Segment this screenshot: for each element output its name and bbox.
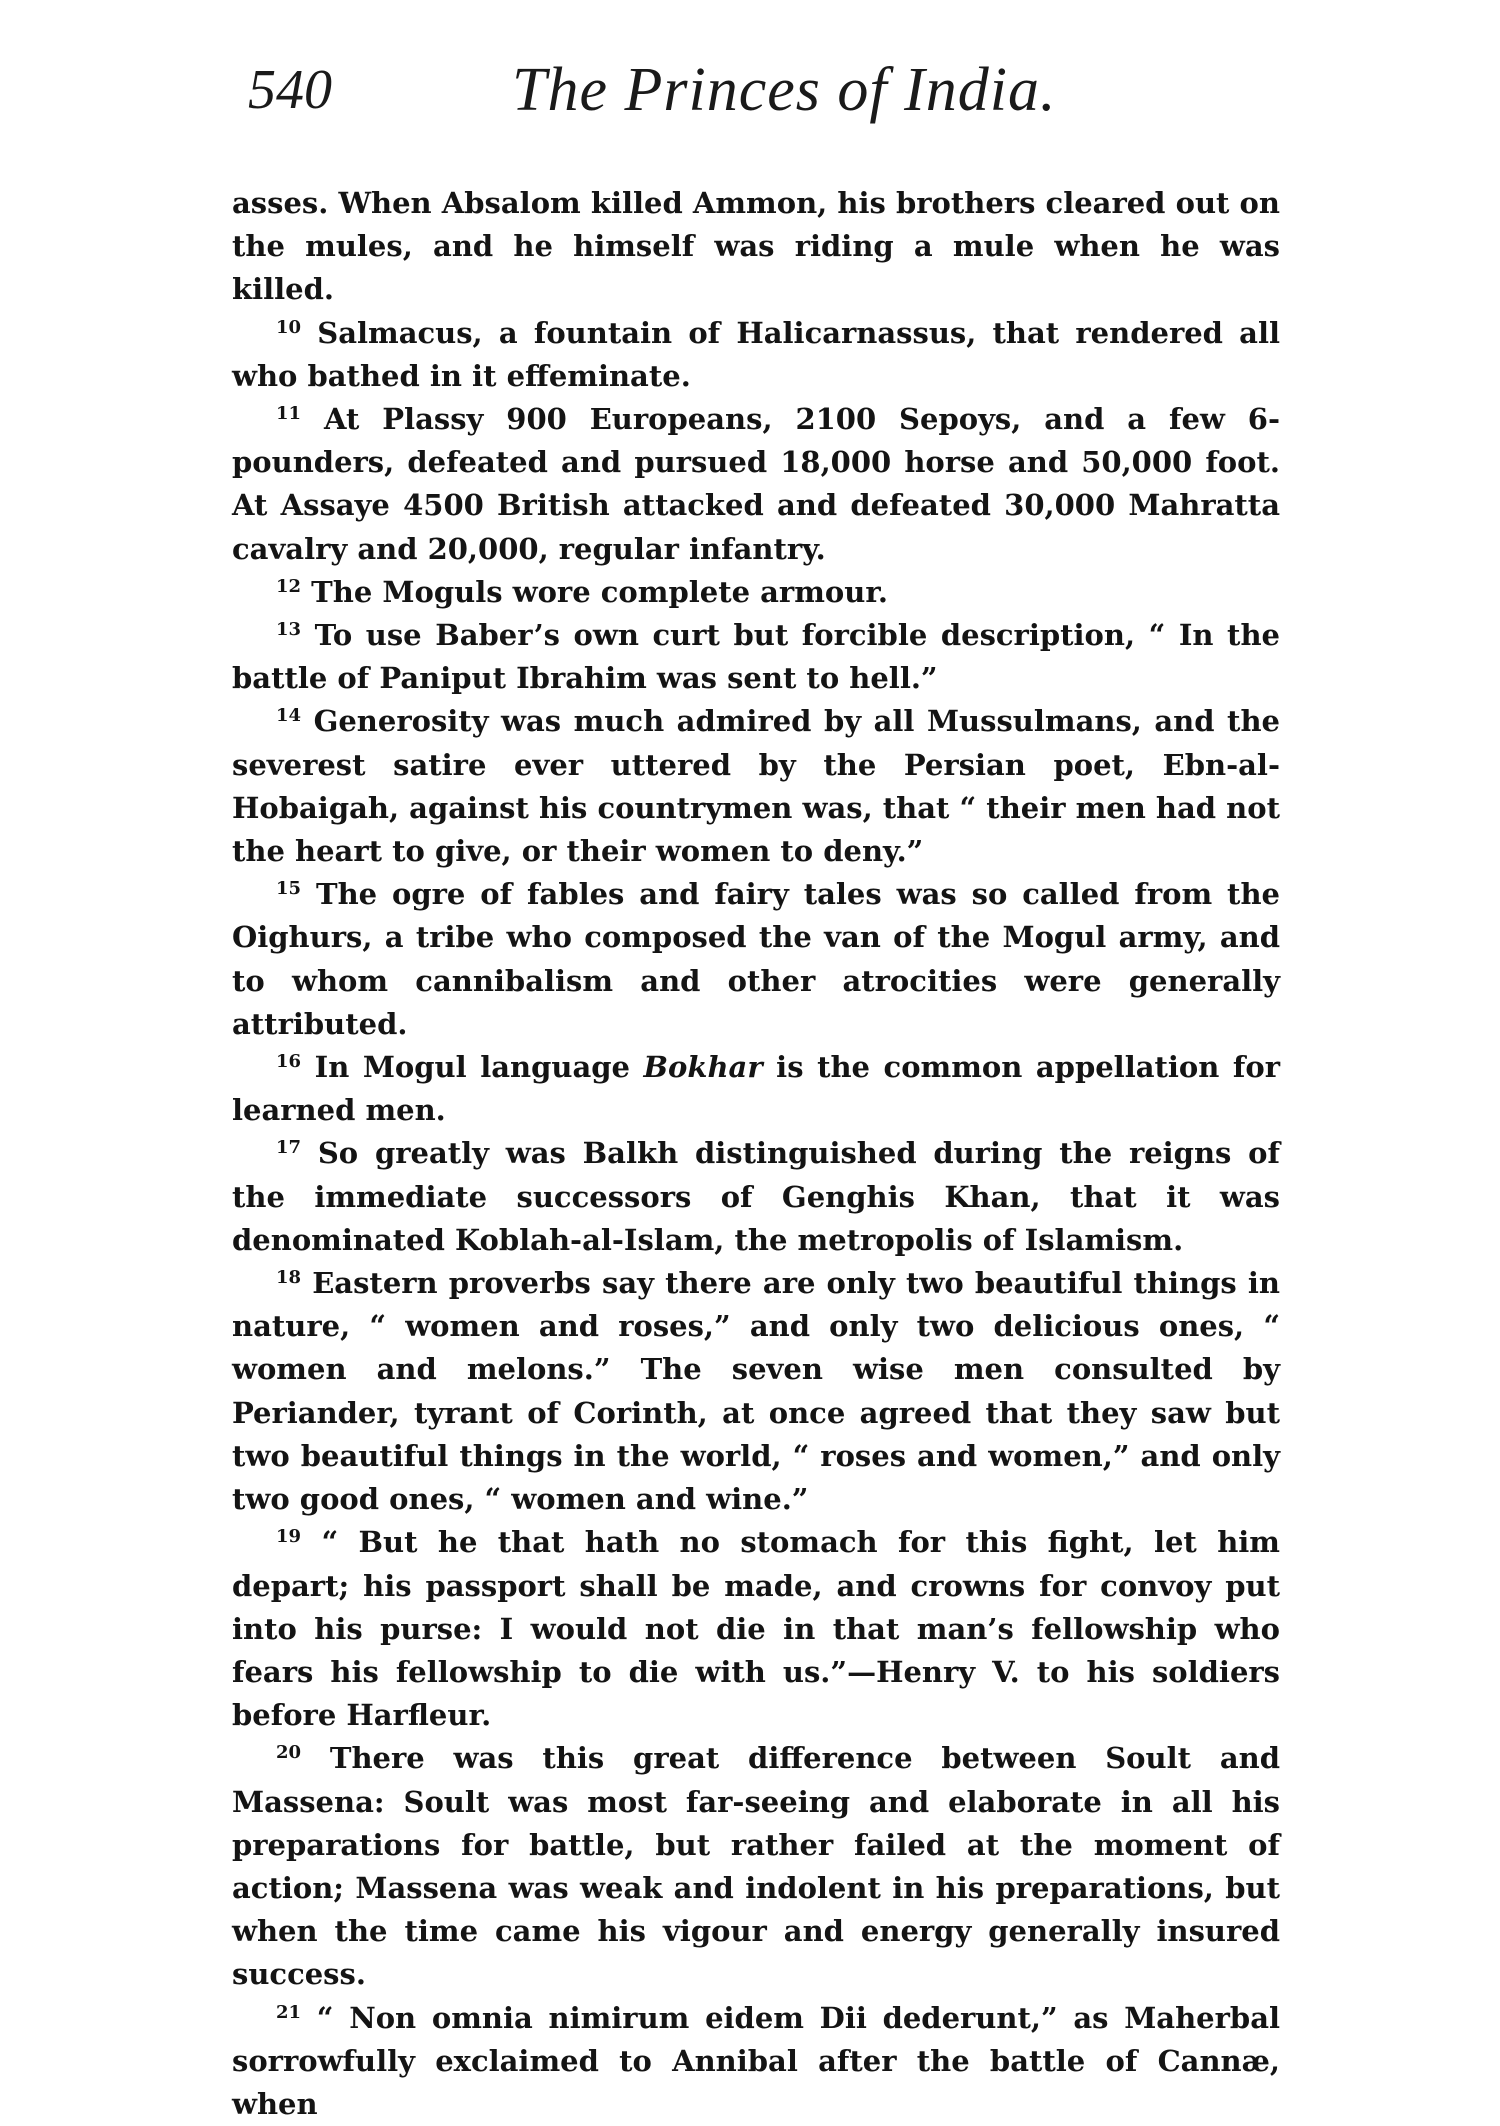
note-13: [232, 614, 1280, 700]
note-20: [232, 1737, 1280, 1996]
note-17: [232, 1132, 1280, 1262]
note-text: “ Non omnia nimirum eidem Dii dederunt,” as Maherbal sorrowfully exclaimed to Annibal after the battle of Cannæ, when: [232, 2000, 1280, 2121]
note-number: 10: [276, 316, 302, 338]
note-16: [232, 1046, 1280, 1132]
note-18: [232, 1262, 1280, 1521]
note-10: [232, 312, 1280, 398]
note-italic-term: Bokhar: [643, 1050, 763, 1085]
note-text: is the common appellation for learned men.: [232, 1050, 1280, 1128]
note-text: The ogre of fables and fairy tales was so called from the Oighurs, a tribe who composed the van of the Mogul army, and to whom cannibalism and other atrocities were generally attributed.: [232, 877, 1280, 1041]
note-12: [232, 571, 1280, 614]
note-text: There was this great difference between Soult and Massena: Soult was most far-seeing and elaborate in all his preparations for battle, but rather failed at the moment of action; Massena was weak and indolent in his preparations, but when the time came his vigour and energy generally insured success.: [232, 1741, 1280, 1992]
note-number: 12: [276, 575, 302, 597]
note-text: In Mogul language: [314, 1050, 644, 1085]
note-14: [232, 700, 1280, 873]
note-text: The Moguls wore complete armour.: [311, 574, 889, 609]
note-19: [232, 1521, 1280, 1737]
running-title: The Princes of India.: [512, 56, 1057, 124]
footnotes-text: [232, 182, 1280, 2126]
note-21: [232, 1997, 1280, 2126]
note-text: At Plassy 900 Europeans, 2100 Sepoys, and a few 6-pounders, defeated and pursued 18,000 horse and 50,000 foot. At Assaye 4500 British attacked and defeated 30,000 Mahratta cavalry and 20,000, regular infantry.: [232, 402, 1280, 566]
note-number: 13: [276, 619, 302, 641]
note-text: Generosity was much admired by all Mussulmans, and the severest satire ever uttered by the Persian poet, Ebn-al-Hobaigah, against his countrymen was, that “ their men had not the heart to give, or their women to deny.”: [232, 704, 1281, 869]
page-header: [240, 40, 1280, 130]
note-number: 15: [276, 878, 302, 900]
note-text: “ But he that hath no stomach for this fight, let him depart; his passport shall be made, and crowns for convoy put into his purse: I would not die in that man’s fellowship who fears his fellowship to die with us.”—Henry V. to his soldiers before Harfleur.: [232, 1525, 1280, 1733]
note-number: 16: [276, 1051, 302, 1073]
note-text: asses. When Absalom killed Ammon, his brothers cleared out on the mules, and he himself was riding a mule when he was killed.: [232, 186, 1280, 307]
page-number: 540: [248, 59, 332, 121]
note-11: [232, 398, 1280, 571]
note-number: 11: [276, 403, 302, 425]
note-number: 18: [276, 1267, 302, 1289]
note-text: Eastern proverbs say there are only two beautiful things in nature, “ women and roses,” and only two delicious ones, “ women and melons.” The seven wise men consulted by Periander, tyrant of Corinth, at once agreed that they saw but two beautiful things in the world, “ roses and women,” and only two good ones, “ women and wine.”: [232, 1266, 1280, 1517]
note-number: 14: [276, 705, 302, 727]
note-text: Salmacus, a fountain of Halicarnassus, that rendered all who bathed in it effeminate.: [232, 315, 1280, 393]
note-number: 17: [276, 1137, 302, 1159]
note-number: 20: [276, 1742, 302, 1764]
note-number: 19: [276, 1526, 302, 1548]
note-text: To use Baber’s own curt but forcible description, “ In the battle of Paniput Ibrahim was sent to hell.”: [232, 618, 1280, 696]
note-continuation: [232, 182, 1280, 312]
note-15: [232, 873, 1280, 1046]
note-number: 21: [276, 2001, 302, 2023]
note-text: So greatly was Balkh distinguished during the reigns of the immediate successors of Genghis Khan, that it was denominated Koblah-al-Islam, the metropolis of Islamism.: [232, 1136, 1280, 1257]
